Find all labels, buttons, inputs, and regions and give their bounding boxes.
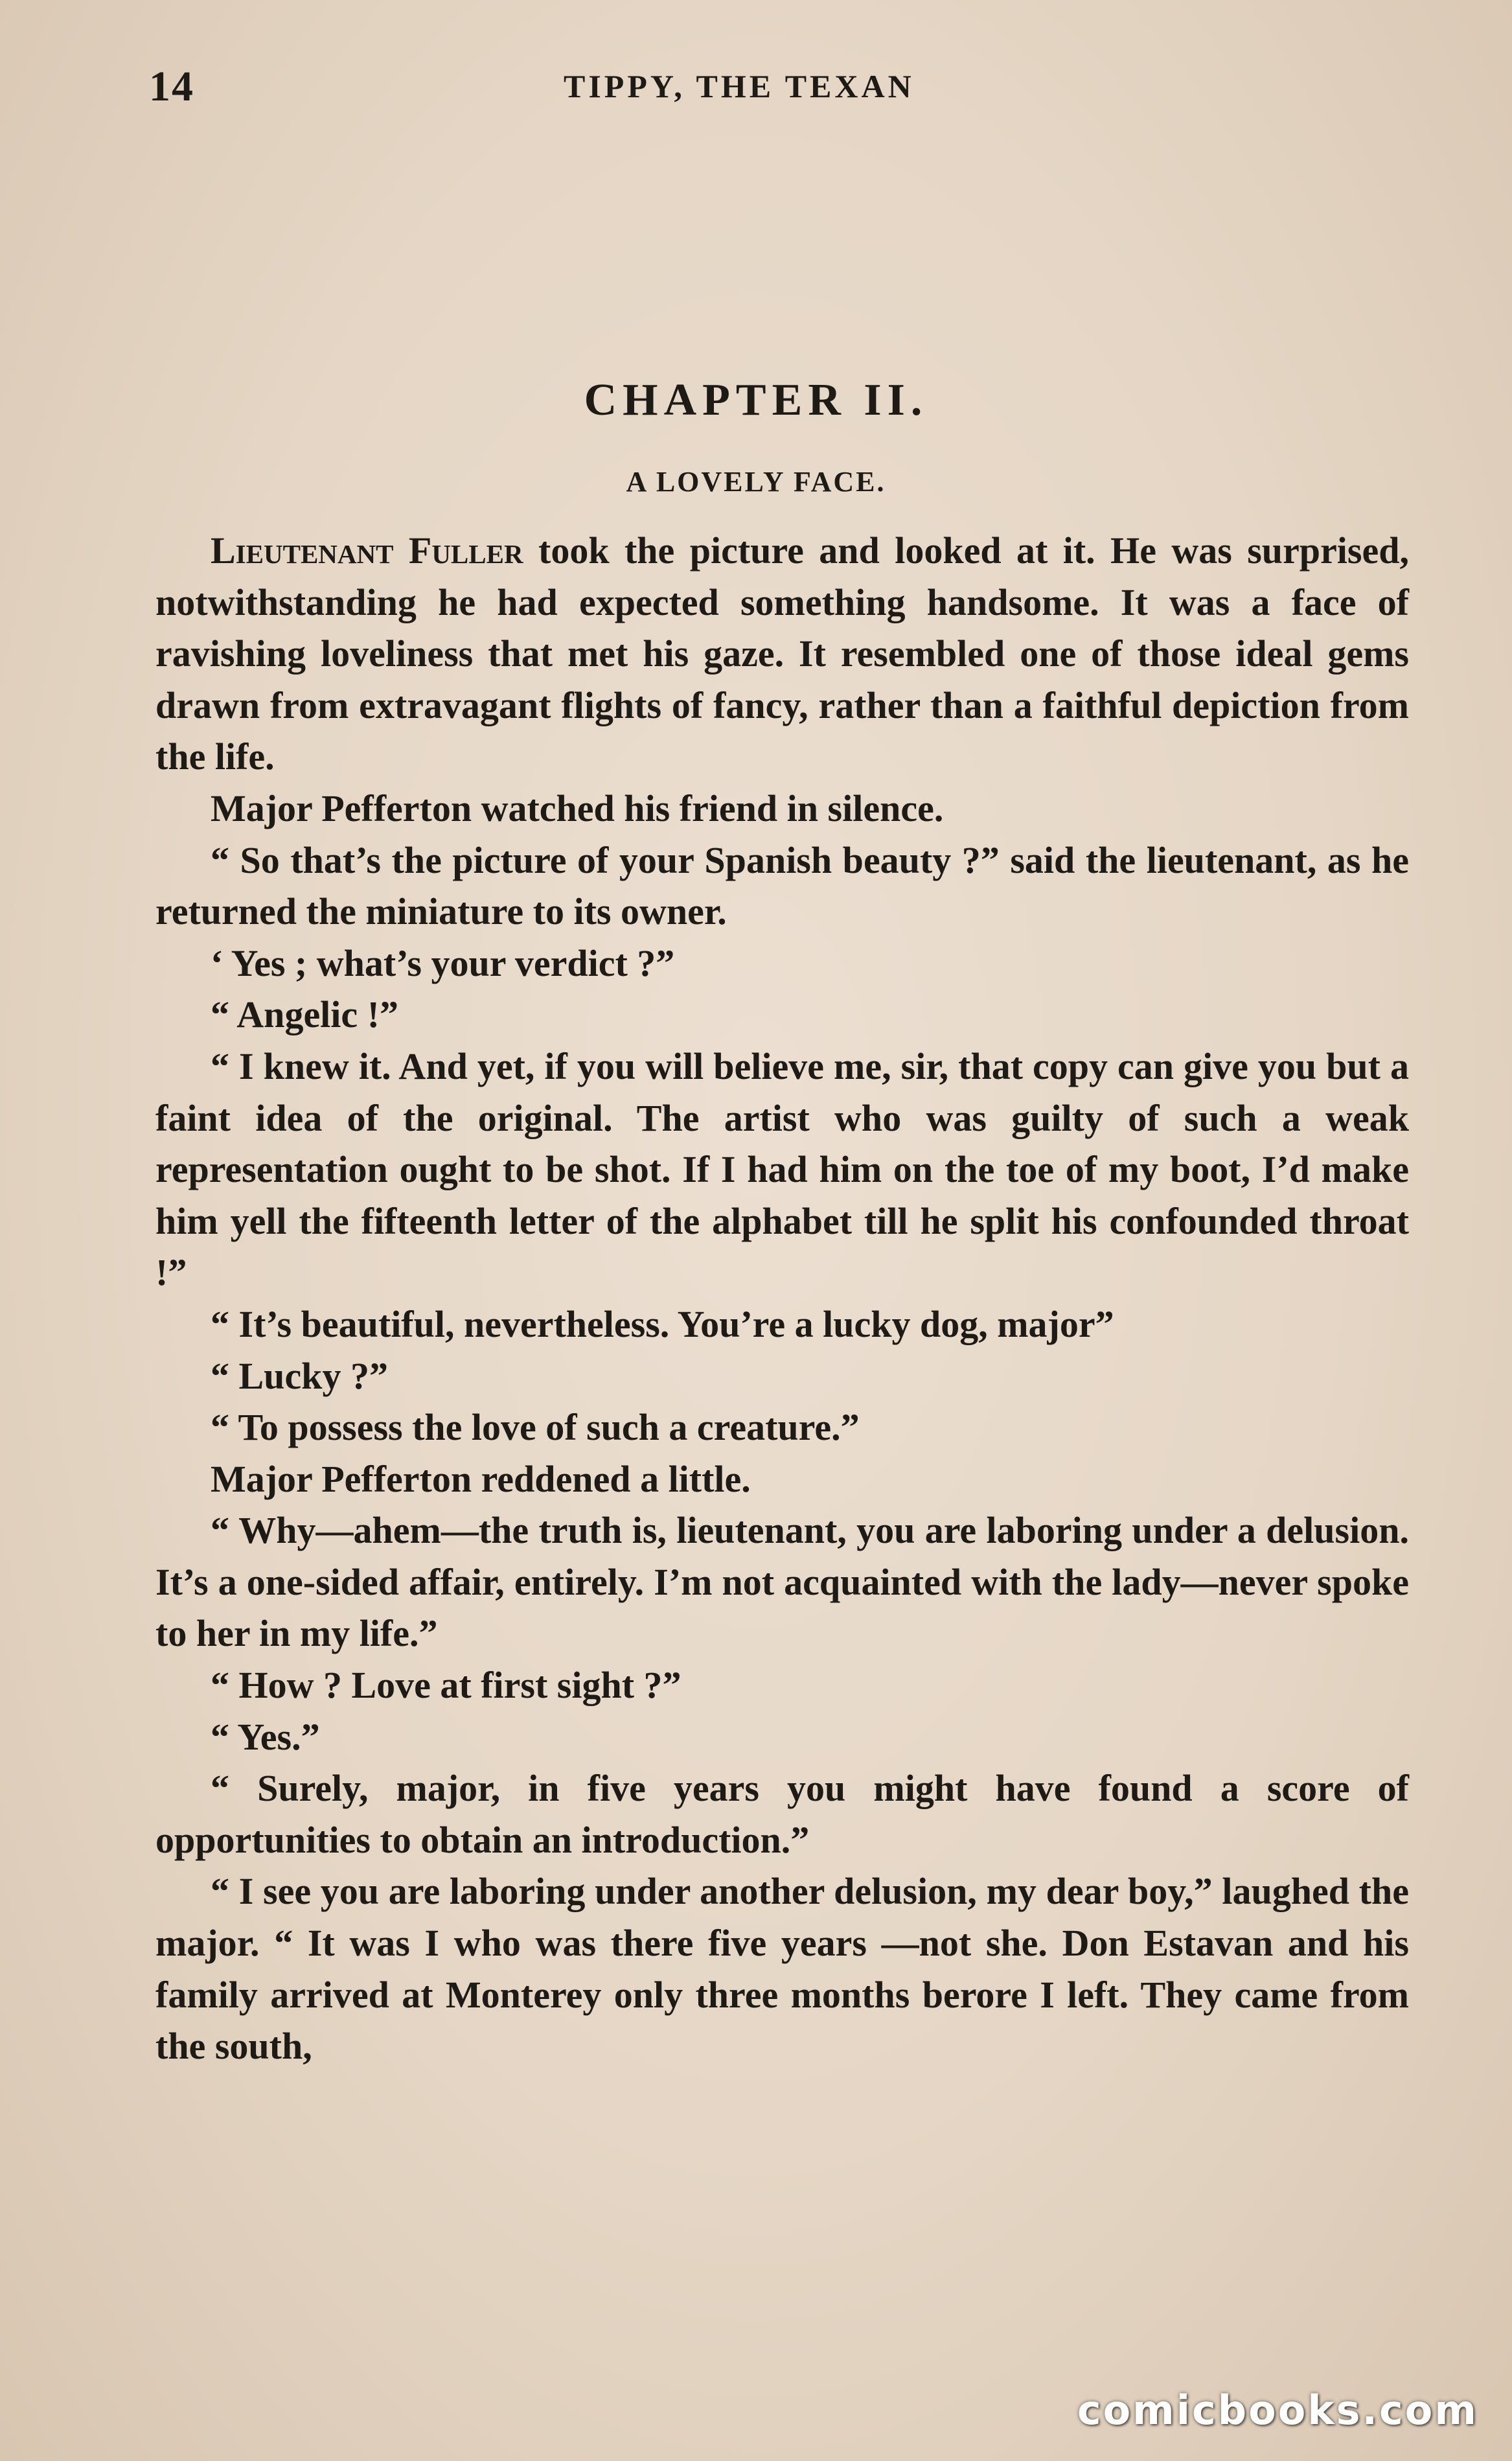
paragraph: “ Why—ahem—the truth is, lieutenant, you are laboring under a delusion. It’s a one-sided affair, entirely. I’m not acquainted with the lady—never spoke to her in my life.”: [155, 1509, 1409, 1655]
paragraph: “ Angelic !”: [211, 993, 398, 1036]
paragraph: “ Surely, major, in five years you might have found a score of opportunities to obtain an introduction.”: [155, 1767, 1409, 1861]
paragraph: Major Pefferton reddened a little.: [211, 1457, 751, 1500]
paragraph: “ Yes.”: [211, 1715, 320, 1758]
page-number: 14: [149, 63, 194, 110]
chapter-subtitle: A LOVELY FACE.: [626, 466, 886, 498]
page-header: [149, 56, 1367, 121]
paragraph: “ How ? Love at first sight ?”: [211, 1664, 682, 1707]
watermark: comicbooks.com: [1077, 2386, 1478, 2434]
paragraph: Major Pefferton watched his friend in silence.: [211, 787, 944, 829]
paragraph-text: took the picture and looked at it. He was surprised, notwithstanding he had expected something handsome. It was a face of ravishing loveliness that met his gaze. It resembled one of those ideal gems drawn from extravagant flights of fancy, rather than a faithful depiction from the life.: [155, 529, 1409, 778]
body-text: [155, 525, 1409, 2072]
paragraph-lead: Lieutenant Fuller: [211, 529, 523, 572]
running-title: TIPPY, THE TEXAN: [564, 68, 915, 104]
paragraph: “ I knew it. And yet, if you will believe me, sir, that copy can give you but a faint idea of the original. The artist who was guilty of such a weak representation ought to be shot. If I had him on the toe of my boot, I’d make him yell the fifteenth letter of the alphabet till he split his confounded throat !”: [155, 1045, 1409, 1294]
chapter-heading: CHAPTER II.: [584, 375, 928, 425]
paragraph: “ Lucky ?”: [211, 1354, 388, 1397]
paragraph: “ So that’s the picture of your Spanish beauty ?” said the lieutenant, as he returned the miniature to its owner.: [155, 838, 1409, 933]
paragraph: [155, 525, 1409, 783]
paragraph: ‘ Yes ; what’s your verdict ?”: [211, 942, 675, 984]
paragraph: “ To possess the love of such a creature.”: [211, 1406, 860, 1449]
paragraph: “ I see you are laboring under another delusion, my dear boy,” laughed the major. “ It was I who was there five years —not she. Don Estavan and his family arrived at Monterey only three months berore I left. They came from the south,: [155, 1870, 1409, 2068]
paragraph: “ It’s beautiful, nevertheless. You’re a lucky dog, major”: [211, 1302, 1114, 1345]
